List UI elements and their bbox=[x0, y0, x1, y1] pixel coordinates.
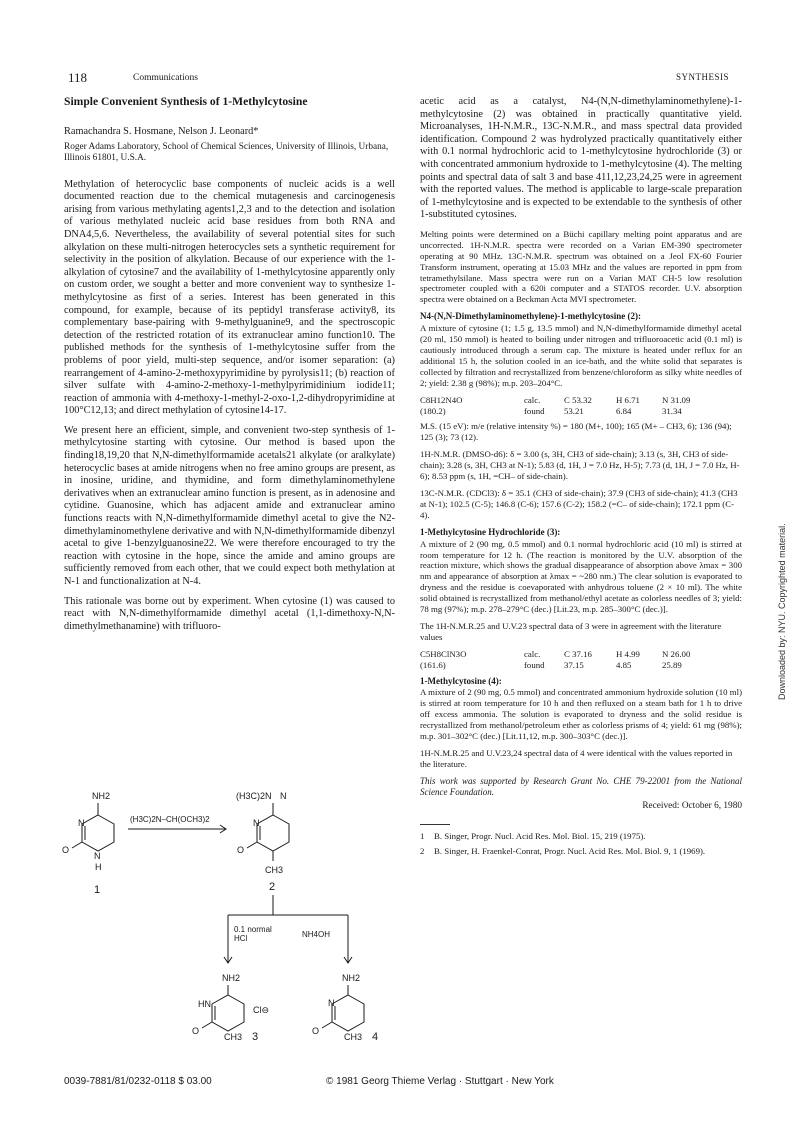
affiliation: Roger Adams Laboratory, School of Chemical Sciences, University of Illinois, Urbana, Illinois 61801, U.S.A. bbox=[64, 142, 389, 164]
body-paragraph: This rationale was borne out by experiment. When cytosine (1) was caused to react with N,N-dimethylformamide dimethyl acetal (1,1-dimethoxy-N,N-dimethylmethanamine) with trifluoro- bbox=[64, 595, 395, 632]
found-label: found bbox=[524, 405, 545, 416]
o-label: O bbox=[192, 1026, 200, 1036]
right-column bbox=[420, 96, 742, 861]
calc-c: C 53.32 bbox=[564, 394, 592, 405]
condition-acid-1: 0.1 normal bbox=[234, 925, 272, 934]
compound-4-procedure: A mixture of 2 (90 mg, 0.5 mmol) and concentrated ammonium hydroxide solution (10 ml) is stirred at room temperature for 10 h and then refluxed on a steam bath for 1 h to drive off excess ammonia. The solution is evaporated to dryness and the solid residue is recrystallized from methanol/petroleum ether as colorless prisms of 4; yield: 61 mg (98%); m.p. 301–302°C (dec.) [Lit.11,12, m.p. 300–303°C (dec.)]. bbox=[420, 687, 742, 742]
chloride-label: Cl⊖ bbox=[253, 1005, 270, 1015]
compound-2-label: 2 bbox=[269, 881, 276, 893]
compound-1-label: 1 bbox=[94, 884, 101, 896]
ring-hydrochloride bbox=[212, 995, 244, 1031]
nh2-label: NH2 bbox=[342, 973, 361, 983]
mass-spectrum: M.S. (15 eV): m/e (relative intensity %) = 180 (M+, 100); 165 (M+ – CH3, 6); 136 (94); 125 (3); 73 (12). bbox=[420, 421, 732, 443]
author-line: Ramachandra S. Hosmane, Nelson J. Leonard* bbox=[64, 125, 259, 137]
scheme-figure bbox=[58, 775, 398, 1045]
found-label: found bbox=[524, 659, 545, 670]
calc-n: N 26.00 bbox=[662, 648, 691, 659]
calc-n: N 31.09 bbox=[662, 394, 691, 405]
calc-label: calc. bbox=[524, 648, 541, 659]
ring-amidine bbox=[257, 815, 289, 851]
mol-weight: (161.6) bbox=[420, 659, 446, 670]
compound-3-label: 3 bbox=[252, 1031, 259, 1043]
reference-item bbox=[420, 846, 742, 857]
h-label: H bbox=[95, 862, 102, 872]
found-h: 4.85 bbox=[616, 659, 632, 670]
amidine-n-label: N bbox=[280, 791, 287, 801]
n1-label: N bbox=[94, 851, 101, 861]
reference-text: B. Singer, Progr. Nucl. Acid Res. Mol. Biol. 15, 219 (1975). bbox=[434, 831, 646, 842]
ring-methylcytosine bbox=[332, 995, 364, 1031]
body-paragraph: acetic acid as a catalyst, N4-(N,N-dimethylaminomethylene)-1-methylcytosine (2) was obtained in practically quantitative yield. Microanalyses, 1H-N.M.R., 13C-N.M.R., and mass spectral data provided identification. Compound 2 was hydrolyzed practically quantitatively either with 0.1 normal hydrochloric acid to 1-methylcytosine hydrochloride (3) or with concentrated ammonium hydroxide to 1-methylcytosine (4). The melting points and spectral data of salt 3 and base 411,12,23,24,25 were in agreement with the reported values. The method is applicable to large-scale preparation of 1-methylcytosine and is expected to be extendable to the synthesis of other 1-substituted cytosines. bbox=[420, 96, 742, 221]
page-number: 118 bbox=[68, 70, 88, 85]
hn-plus-label: HN bbox=[198, 999, 211, 1009]
issn-line: 0039-7881/81/0232-0118 $ 03.00 bbox=[64, 1076, 212, 1087]
download-notice: Downloaded by: NYU. Copyrighted material. bbox=[777, 523, 787, 700]
formula: C5H8ClN3O bbox=[420, 648, 467, 659]
reference-number: 2 bbox=[420, 846, 425, 857]
references-divider bbox=[420, 824, 450, 825]
compound-2-heading: N4-(N,N-Dimethylaminomethylene)-1-methylcytosine (2): bbox=[420, 311, 641, 322]
experimental-intro: Melting points were determined on a Büchi capillary melting point apparatus and are uncorrected. 1H-N.M.R. spectra were recorded on a Varian EM-390 spectrometer operating at 90 MHz. 13C-N.M.R. spectrum was obtained on a Jeol FX-60 Fourier Transform instrument, operating at 15.03 MHz and the values are reported in ppm from tetramethylsilane. Mass spectra were run on a Varian MAT CH-5 low resolution spectrometer coupled with a 620i computer and a STATOS recorder. U.V. absorption spectra were obtained on a Beckman Acta MVI spectrometer. bbox=[420, 228, 742, 305]
reagent-label: (H3C)2N–CH(OCH3)2 bbox=[130, 815, 210, 824]
compound-3-heading: 1-Methylcytosine Hydrochloride (3): bbox=[420, 526, 561, 537]
body-paragraph: Methylation of heterocyclic base components of nucleic acids is a well documented reaction due to the chemical mutagenesis and carcinogenesis arising from various methylating agents1,2,3 and to the detection and isolation of various methylated nucleic acid base residues from both RNA and DNA4,5,6. Nevertheless, the availability of several potential sites for such alkylation on these multi-nitrogen heterocycles sets a synthetic requirement for selectivity in the position of alkylation. Because of our experience with the 1-alkylation of cytosine7 and the availability of 1-methylcytosine apparently only on custom order, we sought a better and more convenient way to synthesize 1-methylcytosine as first of a series. Interest has been generated in this compound, for example, because of its peptidyl transferase activity8, its complementary base-pairing with 9-methylguanine9, and the spectroscopic detection of the restricted rotation of its extranuclear amino function10. The published methods for the synthesis of 1-methylcytosine suffer from the problems of poor yield, multi-step sequence, and/or isomer separation: (a) rearrangement of 4-amino-2-methoxypyrimidine by pyrolysis11; (b) reaction of silver sulfate with 4-amino-2-methoxy-1-methylpyrimidinium iodide11; reaction of ammonia with 4-methoxy-1-methyl-2-oxo-1,2-dihydropyrimidine at 100°C12,13; and direct methylation of cytosine14-17. bbox=[64, 178, 395, 417]
found-h: 6.84 bbox=[616, 405, 632, 416]
nh2-label: NH2 bbox=[222, 973, 241, 983]
acknowledgement: This work was supported by Research Grant No. CHE 79-22001 from the National Science Foundation. bbox=[420, 775, 742, 797]
compound-4-heading: 1-Methylcytosine (4): bbox=[420, 675, 502, 686]
o-label: O bbox=[62, 845, 70, 855]
reference-item bbox=[420, 831, 742, 842]
ch3-label: CH3 bbox=[344, 1032, 363, 1042]
calc-c: C 37.16 bbox=[564, 648, 592, 659]
reference-number: 1 bbox=[420, 831, 425, 842]
compound-4-label: 4 bbox=[372, 1031, 379, 1043]
mol-weight: (180.2) bbox=[420, 405, 446, 416]
formula: C8H12N4O bbox=[420, 394, 463, 405]
compound-3-spectra: The 1H-N.M.R.25 and U.V.23 spectral data of 3 were in agreement with the literature values bbox=[420, 620, 722, 642]
calc-h: H 4.99 bbox=[616, 648, 640, 659]
n3-label: N bbox=[78, 818, 85, 828]
section-name: Communications bbox=[133, 73, 198, 83]
experimental-section bbox=[420, 229, 742, 770]
proton-nmr: 1H-N.M.R. (DMSO-d6): δ = 3.00 (s, 3H, CH3 of side-chain); 3.13 (s, 3H, CH3 of side-chain); 3.28 (s, 3H, CH3 at N-1); 5.83 (d, 1H, J = 7.0 Hz, H-5); 7.73 (d, 1H, J = 7.0 Hz, H-6); 8.53 ppm (s, 1H, =CH– of side-chain). bbox=[420, 449, 740, 482]
found-c: 53.21 bbox=[564, 405, 584, 416]
received-date: Received: October 6, 1980 bbox=[642, 800, 742, 811]
elemental-analysis-2 bbox=[420, 395, 742, 417]
left-column bbox=[64, 96, 395, 640]
condition-acid-2: HCl bbox=[234, 934, 248, 943]
o-label: O bbox=[237, 845, 245, 855]
n3-label: N bbox=[253, 818, 260, 828]
o-label: O bbox=[312, 1026, 320, 1036]
article-title: Simple Convenient Synthesis of 1-Methylcytosine bbox=[64, 95, 308, 108]
compound-2-procedure: A mixture of cytosine (1; 1.5 g, 13.5 mmol) and N,N-dimethylformamide dimethyl acetal (20 ml, 150 mmol) is heated to boiling under nitrogen and trifluoroacetic acid (0.1 ml) is cautiously introduced through a serum cap. The mixture is heated under reflux for an additional 15 h, the solution cooled in an ice-bath, and the white solid that separates is collected by filtration and recrystallized from benzene/chloroform as silky white needles of 2; yield: 2.38 g (98%); m.p. 203–204°C. bbox=[420, 323, 742, 388]
ch3-label: CH3 bbox=[265, 865, 284, 875]
reaction-scheme bbox=[58, 775, 398, 1045]
reference-text: B. Singer, H. Fraenkel-Conrat, Progr. Nucl. Acid Res. Mol. Biol. 9, 1 (1969). bbox=[434, 846, 706, 857]
elemental-analysis-3 bbox=[420, 649, 742, 671]
found-n: 25.89 bbox=[662, 659, 682, 670]
calc-label: calc. bbox=[524, 394, 541, 405]
compound-4-spectra: 1H-N.M.R.25 and U.V.23,24 spectral data of 4 were identical with the values reported in the literature. bbox=[420, 748, 733, 769]
nh2-label: NH2 bbox=[92, 791, 111, 801]
carbon-nmr: 13C-N.M.R. (CDCl3): δ = 35.1 (CH3 of side-chain); 37.9 (CH3 of side-chain); 41.3 (CH3 at N-1); 102.5 (C-5); 146.8 (C-6); 157.6 (C-2); 158.2 (=C– of side-chain); 172.1 ppm (C-4). bbox=[420, 487, 738, 520]
condition-base: NH4OH bbox=[302, 930, 331, 939]
body-paragraph: We present here an efficient, simple, and convenient two-step synthesis of 1-methylcytosine starting with cytosine. Our method is based upon the finding18,19,20 that N,N-dimethylformamide acetals21 alkylate (or aralkylate) heterocyclic bases at amide nitrogens when no free amino groups are present, as in inosine, uridine, and thymidine, and form dimethylaminomethylene derivatives when an extranuclear amino function is present, as in adenosine and cytidine. Guanosine, which has adjacent amide and extranuclear amino functions reacts with N,N-dimethylformamide dimethyl acetal to give the N2-dimethylaminomethylene derivative and with N,N-dimethylformamide dibenzyl acetal to give 1-benzylguanosine22. We were therefore encouraged to try the reaction with cytosine in the hope, since the amide and amino groups are sufficiently removed from each other, that we could expect both methylation at N-1 and functionalization at N-4. bbox=[64, 424, 395, 587]
ring-cytosine bbox=[82, 815, 114, 851]
journal-name: SYNTHESIS bbox=[676, 72, 730, 82]
found-n: 31.34 bbox=[662, 405, 682, 416]
calc-h: H 6.71 bbox=[616, 394, 640, 405]
n3-label: N bbox=[328, 998, 335, 1008]
copyright-line: © 1981 Georg Thieme Verlag · Stuttgart · New York bbox=[326, 1076, 554, 1087]
compound-3-procedure: A mixture of 2 (90 mg, 0.5 mmol) and 0.1 normal hydrochloric acid (10 ml) is stirred at room temperature for 12 h. (The reaction is monitored by the U.V. absorption of the reaction mixture, which shows the gradual disappearance of absorption above λmax = 300 nm and appearance of absorption at λmax = ~280 nm.) The clear solution is evaporated to dryness and the residue is coevaporated with anhydrous toluene (2 × 10 ml). The white solid obtained is recrystallized from methanol/ethyl acetate as colorless needles of 3; yield: 78 mg (97%); m.p. 278–279°C (dec.) [Lit.23, m.p. 285–300°C (dec.)]. bbox=[420, 538, 742, 615]
ch3-label: CH3 bbox=[224, 1032, 243, 1042]
amidine-label: (H3C)2N bbox=[236, 791, 272, 801]
found-c: 37.15 bbox=[564, 659, 584, 670]
